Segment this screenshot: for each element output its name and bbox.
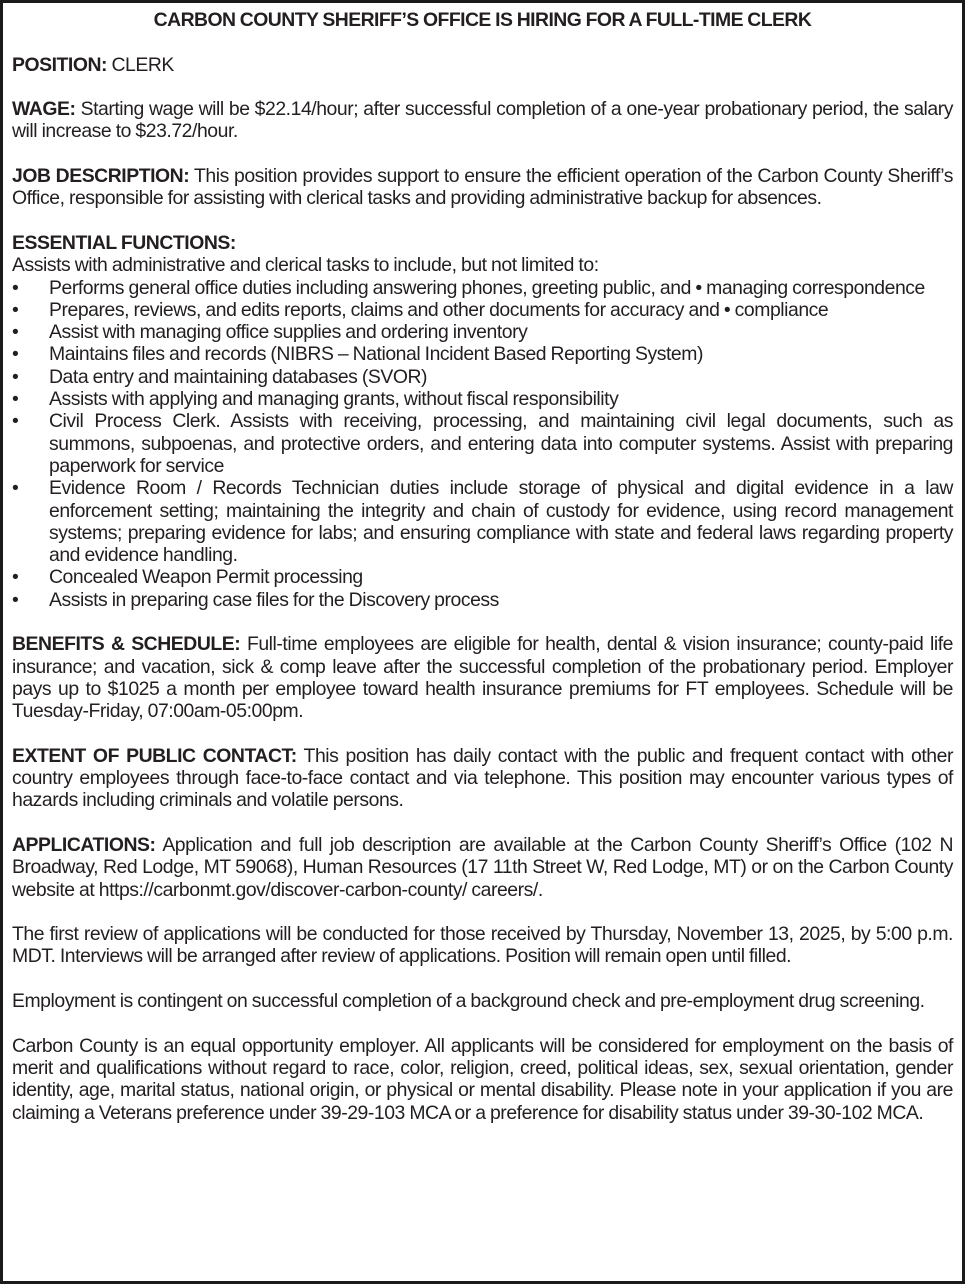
list-item-text: Prepares, reviews, and edits reports, claims and other documents for accuracy and • compliance — [49, 298, 829, 321]
essential-functions-intro: Assists with administrative and clerical tasks to include, but not limited to: — [12, 254, 599, 277]
list-item — [12, 410, 953, 477]
list-item-text: Evidence Room / Records Technician duties include storage of physical and digital evidence in a law enforcement setting; maintaining the integrity and chain of custody for evidence, using record management systems; preparing evidence for labs; and ensuring compliance with state and federal laws regarding property and evidence handling. — [49, 477, 953, 567]
list-item — [12, 388, 953, 410]
applications-label: APPLICATIONS: — [12, 833, 156, 856]
list-item-text: Data entry and maintaining databases (SVOR) — [49, 365, 428, 388]
list-item — [12, 477, 953, 566]
public-contact-label: EXTENT OF PUBLIC CONTACT: — [12, 744, 297, 767]
list-item-text: Assists in preparing case files for the Discovery process — [49, 588, 499, 611]
list-item-text: Assists with applying and managing grants, without fiscal responsibility — [49, 388, 619, 411]
list-item-text: Civil Process Clerk. Assists with receiving, processing, and maintaining civil legal documents, such as summons, subpoenas, and protective orders, and entering data into computer systems. Assist with preparing paperwork for service — [49, 410, 953, 477]
list-item — [12, 566, 953, 588]
job-description-text: This position provides support to ensure the efficient operation of the Carbon County Sheriff’s Office, responsible for assisting with clerical tasks and providing administrative backup for absences. — [12, 165, 953, 210]
position-value: CLERK — [107, 53, 174, 76]
wage-section — [12, 98, 953, 143]
job-description-label: JOB DESCRIPTION: — [12, 165, 190, 188]
bullet-icon: • — [12, 321, 19, 344]
equal-opportunity-statement: Carbon County is an equal opportunity employer. All applicants will be considered for employment on the basis of merit and qualifications without regard to race, color, religion, creed, political ideas, sex, sexual orientation, gender identity, age, marital status, national origin, or physical or mental disability. Please note in your application if you are claiming a Veterans preference under 39-29-103 MCA or a preference for disability status under 39-30-102 MCA. — [12, 1034, 953, 1124]
public-contact-section — [12, 745, 953, 812]
bullet-icon: • — [12, 388, 19, 411]
benefits-text: Full-time employees are eligible for health, dental & vision insurance; county-paid life insurance; and vacation, sick & comp leave after the successful completion of the probationary period. Employer pays up to $1025 a month per employee toward health insurance premiums for FT employees. Schedule will be Tuesday-Friday, 07:00am-05:00pm. — [12, 633, 953, 723]
bullet-icon: • — [12, 276, 19, 299]
bullet-icon: • — [12, 566, 19, 589]
employment-contingency: Employment is contingent on successful completion of a background check and pre-employment drug screening. — [12, 990, 925, 1013]
wage-text: Starting wage will be $22.14/hour; after successful completion of a one-year probationary period, the salary will increase to $23.72/hour. — [12, 98, 953, 143]
bullet-icon: • — [12, 477, 19, 500]
position-section — [12, 54, 953, 76]
position-label: POSITION: — [12, 53, 108, 76]
list-item — [12, 343, 953, 365]
essential-functions-label: ESSENTIAL FUNCTIONS: — [12, 231, 236, 254]
list-item — [12, 299, 953, 321]
list-item-text: Performs general office duties including answering phones, greeting public, and • managing correspondence — [49, 276, 925, 299]
ad-title: CARBON COUNTY SHERIFF’S OFFICE IS HIRING FOR A FULL-TIME CLERK — [153, 9, 812, 31]
list-item-text: Concealed Weapon Permit processing — [49, 566, 363, 589]
benefits-section — [12, 633, 953, 722]
job-description-section — [12, 165, 953, 210]
bullet-icon: • — [12, 343, 19, 366]
wage-label: WAGE: — [12, 98, 76, 121]
bullet-icon: • — [12, 365, 19, 388]
list-item — [12, 277, 953, 299]
list-item — [12, 321, 953, 343]
essential-functions-heading — [12, 232, 953, 254]
benefits-label: BENEFITS & SCHEDULE: — [12, 633, 241, 656]
bullet-icon: • — [12, 298, 19, 321]
list-item-text: Maintains files and records (NIBRS – National Incident Based Reporting System) — [49, 343, 703, 366]
applications-section — [12, 834, 953, 901]
list-item — [12, 589, 953, 611]
essential-functions-list — [12, 277, 953, 611]
applications-text: Application and full job description are available at the Carbon County Sheriff’s Office (102 N Broadway, Red Lodge, MT 59068), Human Resources (17 11th Street W, Red Lodge, MT) or on the Carbon County website at https://carbonmt.gov/discover-carbon-county/ careers/. — [12, 833, 953, 901]
list-item — [12, 366, 953, 388]
review-notice: The first review of applications will be conducted for those received by Thursday, November 13, 2025, by 5:00 p.m. MDT. Interviews will be arranged after review of applications. Position will remain open until filled. — [12, 923, 953, 968]
public-contact-text: This position has daily contact with the public and frequent contact with other country employees through face-to-face contact and via telephone. This position may encounter various types of hazards including criminals and volatile persons. — [12, 744, 953, 812]
bullet-icon: • — [12, 588, 19, 611]
bullet-icon: • — [12, 410, 19, 433]
list-item-text: Assist with managing office supplies and ordering inventory — [49, 321, 528, 344]
essential-functions-section — [12, 232, 953, 611]
